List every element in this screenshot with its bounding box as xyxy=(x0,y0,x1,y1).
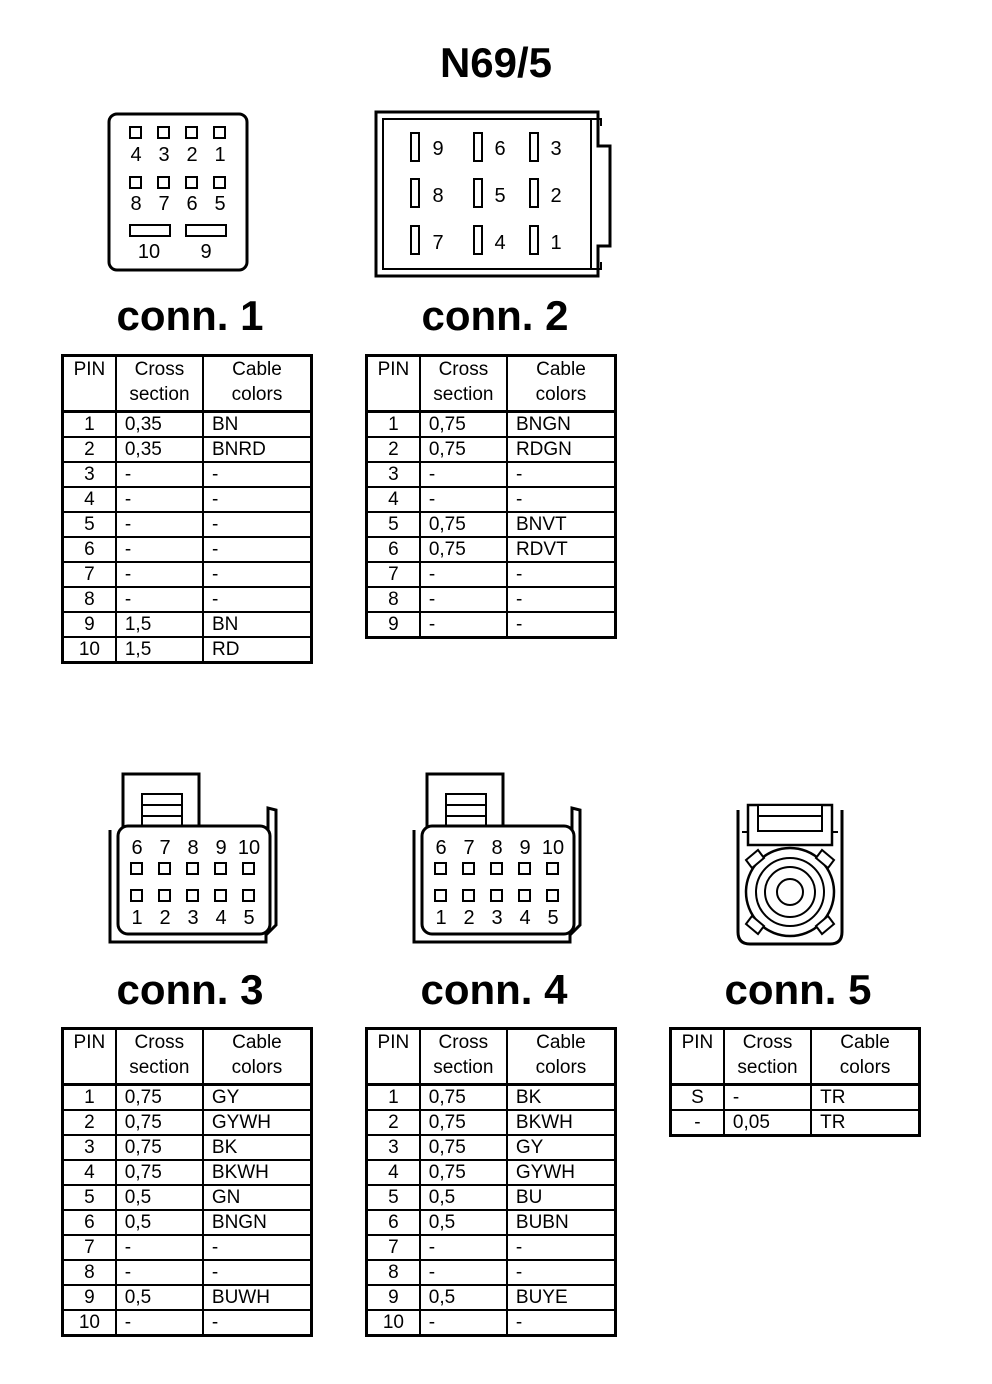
header-cable-colors-text: colors xyxy=(535,1057,587,1078)
header-pin xyxy=(63,356,116,412)
header-cross-section xyxy=(116,356,203,412)
table-row xyxy=(63,462,312,487)
cable-color-cell: BN xyxy=(203,412,312,438)
header-pin-text: PIN xyxy=(73,359,106,380)
cross-section-cell: - xyxy=(420,462,507,487)
header-cable-colors-text: Cable xyxy=(536,359,586,380)
pin-label: 5 xyxy=(494,185,506,207)
header-cable-colors-text: Cable xyxy=(232,359,282,380)
connector-1-table xyxy=(61,354,313,664)
table-row xyxy=(367,412,616,438)
pin-label: 1 xyxy=(214,144,226,166)
cable-color-cell: BKWH xyxy=(507,1110,616,1135)
header-cable-colors-text: colors xyxy=(535,384,587,405)
header-pin-text: PIN xyxy=(73,1032,106,1053)
pin-cell: 7 xyxy=(367,562,420,587)
pin-label: 7 xyxy=(158,193,170,215)
pin-label: 3 xyxy=(187,907,199,929)
pin-cell: 4 xyxy=(367,1160,420,1185)
cross-section-cell: 0,05 xyxy=(724,1110,811,1136)
pin-cell: 1 xyxy=(367,1085,420,1111)
table-row xyxy=(63,512,312,537)
cable-color-cell: - xyxy=(203,1310,312,1336)
cross-section-cell: 0,75 xyxy=(420,1085,507,1111)
table-row xyxy=(367,462,616,487)
cable-color-cell: - xyxy=(203,537,312,562)
header-cable-colors xyxy=(507,356,616,412)
cable-color-cell: BNGN xyxy=(203,1210,312,1235)
connector-5-table xyxy=(669,1027,921,1137)
cross-section-cell: - xyxy=(420,1235,507,1260)
table-row xyxy=(367,1085,616,1111)
table-row xyxy=(63,1135,312,1160)
cable-color-cell: - xyxy=(203,512,312,537)
cross-section-cell: 0,75 xyxy=(420,512,507,537)
cable-color-cell: - xyxy=(203,1260,312,1285)
header-pin xyxy=(671,1029,724,1085)
cross-section-cell: - xyxy=(116,1310,203,1336)
pin-label: 7 xyxy=(463,837,475,859)
cross-section-cell: 1,5 xyxy=(116,612,203,637)
table-row xyxy=(63,437,312,462)
header-cross-section-text: Cross xyxy=(742,1032,793,1053)
cable-color-cell: - xyxy=(507,562,616,587)
table-row xyxy=(367,437,616,462)
pin-label: 9 xyxy=(519,837,531,859)
cross-section-cell: - xyxy=(420,487,507,512)
pin-label: 10 xyxy=(237,837,261,859)
pin-label: 7 xyxy=(159,837,171,859)
cable-color-cell: BNRD xyxy=(203,437,312,462)
cross-section-cell: 0,5 xyxy=(420,1210,507,1235)
cable-color-cell: TR xyxy=(811,1110,919,1136)
cross-section-cell: 0,75 xyxy=(420,412,507,438)
pin-cell: 4 xyxy=(63,1160,116,1185)
pin-label: 5 xyxy=(547,907,559,929)
table-row xyxy=(63,487,312,512)
pin-cell: 3 xyxy=(63,1135,116,1160)
header-cross-section-text: section xyxy=(433,384,494,405)
pin-label: 9 xyxy=(215,837,227,859)
pin-cell: 3 xyxy=(367,1135,420,1160)
header-cross-section-text: Cross xyxy=(438,359,489,380)
pin-label: 3 xyxy=(158,144,170,166)
connector-4-label: conn. 4 xyxy=(420,966,568,1013)
header-cable-colors xyxy=(203,356,312,412)
header-cable-colors xyxy=(811,1029,919,1085)
table-row xyxy=(63,1160,312,1185)
pin-label: 3 xyxy=(491,907,503,929)
cross-section-cell: 0,5 xyxy=(116,1185,203,1210)
header-cable-colors-text: Cable xyxy=(232,1032,282,1053)
page-title: N69/5 xyxy=(439,39,553,86)
cross-section-cell: 0,35 xyxy=(116,412,203,438)
cable-color-cell: BUBN xyxy=(507,1210,616,1235)
pin-cell: 2 xyxy=(367,1110,420,1135)
cable-color-cell: BUYE xyxy=(507,1285,616,1310)
cross-section-cell: - xyxy=(420,587,507,612)
pin-cell: 10 xyxy=(63,1310,116,1336)
cable-color-cell: RDVT xyxy=(507,537,616,562)
table-row xyxy=(63,1085,312,1111)
pin-label: 9 xyxy=(432,138,444,160)
table-row xyxy=(63,1260,312,1285)
cable-color-cell: - xyxy=(507,487,616,512)
connector-4-table xyxy=(365,1027,617,1337)
cable-color-cell: - xyxy=(507,1260,616,1285)
connector-2-drawing xyxy=(366,106,616,281)
cross-section-cell: - xyxy=(420,1310,507,1336)
pin-label: 1 xyxy=(550,232,562,254)
header-cross-section-text: section xyxy=(129,1057,190,1078)
pin-cell: 2 xyxy=(367,437,420,462)
pin-label: 6 xyxy=(435,837,447,859)
cross-section-cell: 1,5 xyxy=(116,637,203,663)
pin-cell: 1 xyxy=(63,412,116,438)
cross-section-cell: 0,5 xyxy=(116,1285,203,1310)
cross-section-cell: 0,5 xyxy=(116,1210,203,1235)
table-row xyxy=(367,512,616,537)
table-row xyxy=(63,1210,312,1235)
cable-color-cell: BKWH xyxy=(203,1160,312,1185)
connector-5-label: conn. 5 xyxy=(724,966,872,1013)
pin-label: 5 xyxy=(214,193,226,215)
cross-section-cell: - xyxy=(116,537,203,562)
cable-color-cell: - xyxy=(203,1235,312,1260)
header-cross-section-text: Cross xyxy=(134,1032,185,1053)
cable-color-cell: BK xyxy=(203,1135,312,1160)
cable-color-cell: - xyxy=(203,587,312,612)
pin-label: 10 xyxy=(137,241,161,263)
cross-section-cell: - xyxy=(116,462,203,487)
cable-color-cell: RDGN xyxy=(507,437,616,462)
table-row xyxy=(367,487,616,512)
pin-label: 2 xyxy=(159,907,171,929)
pin-label: 4 xyxy=(130,144,142,166)
pin-label: 10 xyxy=(541,837,565,859)
table-row xyxy=(63,1285,312,1310)
cross-section-cell: - xyxy=(116,1235,203,1260)
pin-cell: 1 xyxy=(367,412,420,438)
header-cross-section-text: section xyxy=(433,1057,494,1078)
cable-color-cell: GY xyxy=(507,1135,616,1160)
cable-color-cell: GYWH xyxy=(507,1160,616,1185)
pin-cell: 8 xyxy=(63,1260,116,1285)
table-row xyxy=(367,1110,616,1135)
header-cable-colors-text: colors xyxy=(231,384,283,405)
table-row xyxy=(63,1235,312,1260)
connector-1-drawing xyxy=(100,108,260,278)
table-row xyxy=(367,562,616,587)
pin-cell: 6 xyxy=(367,1210,420,1235)
cable-color-cell: - xyxy=(203,487,312,512)
cable-color-cell: - xyxy=(507,587,616,612)
connector-5-drawing xyxy=(728,800,852,950)
pin-label: 2 xyxy=(186,144,198,166)
pin-cell: 4 xyxy=(367,487,420,512)
table-row xyxy=(671,1110,920,1136)
cable-color-cell: - xyxy=(203,462,312,487)
connector-2-table xyxy=(365,354,617,639)
pin-cell: 6 xyxy=(63,1210,116,1235)
header-cable-colors-text: Cable xyxy=(840,1032,890,1053)
cross-section-cell: 0,5 xyxy=(420,1285,507,1310)
header-pin xyxy=(367,1029,420,1085)
pin-label: 1 xyxy=(131,907,143,929)
pin-cell: 5 xyxy=(63,512,116,537)
cross-section-cell: - xyxy=(116,487,203,512)
pin-label: 4 xyxy=(215,907,227,929)
pin-cell: 5 xyxy=(367,512,420,537)
pin-cell: 2 xyxy=(63,1110,116,1135)
cross-section-cell: 0,75 xyxy=(116,1085,203,1111)
table-row xyxy=(63,587,312,612)
pin-cell: S xyxy=(671,1085,724,1111)
cable-color-cell: RD xyxy=(203,637,312,663)
table-row xyxy=(367,1210,616,1235)
pin-cell: - xyxy=(671,1110,724,1136)
pin-label: 3 xyxy=(550,138,562,160)
pin-cell: 3 xyxy=(63,462,116,487)
pin-label: 8 xyxy=(187,837,199,859)
cross-section-cell: - xyxy=(116,1260,203,1285)
header-cable-colors-text: colors xyxy=(839,1057,891,1078)
header-cross-section-text: Cross xyxy=(438,1032,489,1053)
pin-cell: 10 xyxy=(63,637,116,663)
pin-label: 1 xyxy=(435,907,447,929)
cross-section-cell: - xyxy=(420,562,507,587)
table-row xyxy=(63,1185,312,1210)
pin-label: 9 xyxy=(200,241,212,263)
header-cross-section xyxy=(420,356,507,412)
cable-color-cell: GN xyxy=(203,1185,312,1210)
cable-color-cell: TR xyxy=(811,1085,919,1111)
pin-label: 8 xyxy=(130,193,142,215)
table-row xyxy=(63,1110,312,1135)
cross-section-cell: 0,75 xyxy=(420,1160,507,1185)
pin-cell: 1 xyxy=(63,1085,116,1111)
table-row xyxy=(367,1160,616,1185)
pin-label: 6 xyxy=(186,193,198,215)
cable-color-cell: GY xyxy=(203,1085,312,1111)
pin-label: 5 xyxy=(243,907,255,929)
cross-section-cell: 0,75 xyxy=(420,1135,507,1160)
pin-label: 2 xyxy=(463,907,475,929)
table-row xyxy=(63,612,312,637)
connector-3-table xyxy=(61,1027,313,1337)
table-row xyxy=(367,1310,616,1336)
table-row xyxy=(63,637,312,663)
header-cross-section-text: section xyxy=(129,384,190,405)
table-row xyxy=(367,612,616,638)
connector-3-drawing xyxy=(100,770,285,950)
table-row xyxy=(367,1285,616,1310)
pin-cell: 9 xyxy=(367,1285,420,1310)
cross-section-cell: 0,35 xyxy=(116,437,203,462)
cross-section-cell: 0,75 xyxy=(116,1135,203,1160)
connector-3-label: conn. 3 xyxy=(116,966,264,1013)
cross-section-cell: 0,75 xyxy=(116,1160,203,1185)
connector-1-label: conn. 1 xyxy=(116,292,264,339)
pin-cell: 7 xyxy=(63,562,116,587)
pin-cell: 7 xyxy=(367,1235,420,1260)
cross-section-cell: - xyxy=(724,1085,811,1111)
table-row xyxy=(367,1185,616,1210)
table-row xyxy=(63,562,312,587)
pin-label: 4 xyxy=(519,907,531,929)
pin-cell: 9 xyxy=(367,612,420,638)
cross-section-cell: - xyxy=(420,612,507,638)
cable-color-cell: - xyxy=(507,612,616,638)
cross-section-cell: 0,75 xyxy=(116,1110,203,1135)
pin-cell: 5 xyxy=(63,1185,116,1210)
cable-color-cell: BNGN xyxy=(507,412,616,438)
table-row xyxy=(367,587,616,612)
cross-section-cell: 0,75 xyxy=(420,1110,507,1135)
header-cross-section-text: Cross xyxy=(134,359,185,380)
pin-label: 8 xyxy=(491,837,503,859)
pin-label: 6 xyxy=(131,837,143,859)
header-cross-section xyxy=(420,1029,507,1085)
table-row xyxy=(63,412,312,438)
connector-4-drawing xyxy=(404,770,589,950)
pin-cell: 6 xyxy=(367,537,420,562)
pin-label: 8 xyxy=(432,185,444,207)
pin-label: 2 xyxy=(550,185,562,207)
cable-color-cell: - xyxy=(203,562,312,587)
header-cable-colors-text: Cable xyxy=(536,1032,586,1053)
cable-color-cell: - xyxy=(507,1310,616,1336)
header-cable-colors xyxy=(507,1029,616,1085)
cross-section-cell: - xyxy=(116,512,203,537)
table-row xyxy=(367,1235,616,1260)
pin-label: 6 xyxy=(494,138,506,160)
cross-section-cell: 0,75 xyxy=(420,437,507,462)
cable-color-cell: BNVT xyxy=(507,512,616,537)
header-pin-text: PIN xyxy=(377,1032,410,1053)
header-cross-section xyxy=(724,1029,811,1085)
pin-cell: 10 xyxy=(367,1310,420,1336)
cable-color-cell: BU xyxy=(507,1185,616,1210)
cable-color-cell: - xyxy=(507,1235,616,1260)
pin-cell: 7 xyxy=(63,1235,116,1260)
cross-section-cell: - xyxy=(116,587,203,612)
header-pin-text: PIN xyxy=(377,359,410,380)
table-row xyxy=(63,537,312,562)
cable-color-cell: GYWH xyxy=(203,1110,312,1135)
pin-cell: 9 xyxy=(63,612,116,637)
pin-label: 4 xyxy=(494,232,506,254)
cable-color-cell: - xyxy=(507,462,616,487)
header-cross-section xyxy=(116,1029,203,1085)
connector-2-label: conn. 2 xyxy=(421,292,569,339)
pin-cell: 9 xyxy=(63,1285,116,1310)
pin-cell: 8 xyxy=(63,587,116,612)
header-cross-section-text: section xyxy=(737,1057,798,1078)
cross-section-cell: - xyxy=(116,562,203,587)
pin-cell: 8 xyxy=(367,587,420,612)
table-row xyxy=(367,537,616,562)
cross-section-cell: 0,75 xyxy=(420,537,507,562)
cross-section-cell: - xyxy=(420,1260,507,1285)
cable-color-cell: BN xyxy=(203,612,312,637)
header-pin xyxy=(63,1029,116,1085)
table-row xyxy=(671,1085,920,1111)
header-cable-colors-text: colors xyxy=(231,1057,283,1078)
cross-section-cell: 0,5 xyxy=(420,1185,507,1210)
pin-cell: 6 xyxy=(63,537,116,562)
header-pin xyxy=(367,356,420,412)
header-pin-text: PIN xyxy=(681,1032,714,1053)
cable-color-cell: BUWH xyxy=(203,1285,312,1310)
cable-color-cell: BK xyxy=(507,1085,616,1111)
table-row xyxy=(367,1135,616,1160)
pin-label: 7 xyxy=(432,232,444,254)
pin-cell: 8 xyxy=(367,1260,420,1285)
pin-cell: 5 xyxy=(367,1185,420,1210)
pin-cell: 2 xyxy=(63,437,116,462)
table-row xyxy=(367,1260,616,1285)
pin-cell: 4 xyxy=(63,487,116,512)
header-cable-colors xyxy=(203,1029,312,1085)
table-row xyxy=(63,1310,312,1336)
pin-cell: 3 xyxy=(367,462,420,487)
